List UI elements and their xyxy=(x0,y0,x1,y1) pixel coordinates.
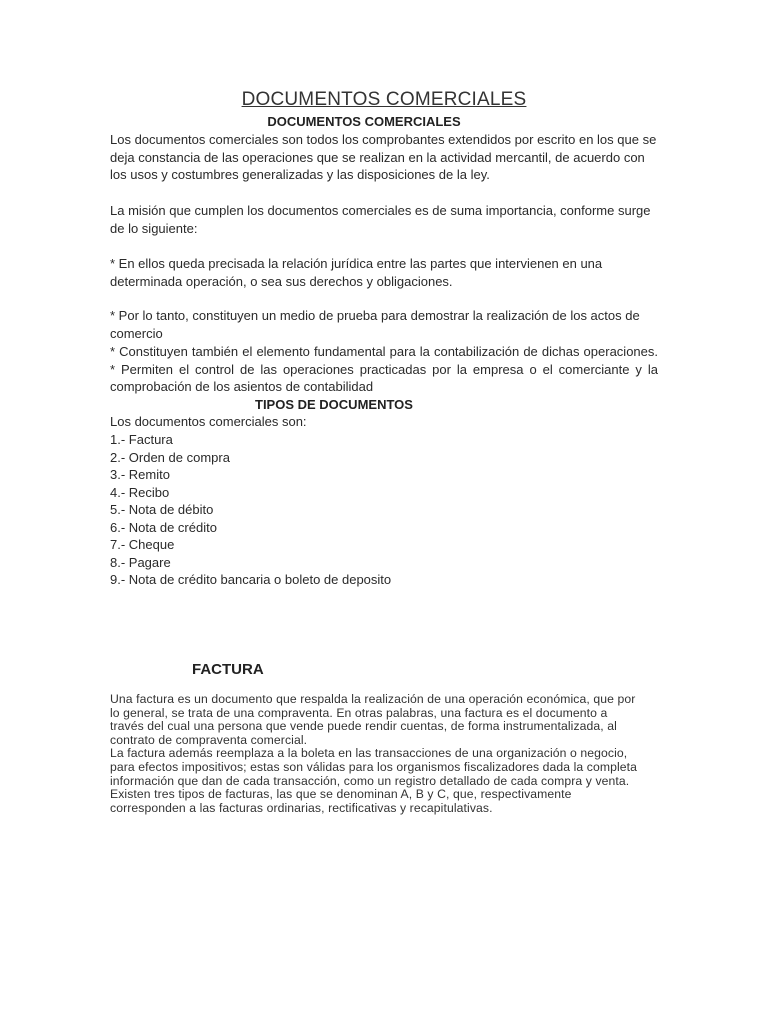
list-item: 8.- Pagare xyxy=(110,554,171,570)
types-list xyxy=(110,431,391,589)
list-item: 5.- Nota de débito xyxy=(110,502,214,517)
list-item: 1.- Factura xyxy=(110,432,173,447)
intro-paragraph: Los documentos comerciales son todos los comprobantes extendidos por escrito en los que se deja constancia de las operaciones que se realizan en la actividad mercantil, de acuerdo con los usos y costumbres generalizadas y las disposiciones de la ley. xyxy=(110,132,657,182)
factura-line: través del cual una persona que vende puede rendir cuentas, de forma instrumentalizada, al xyxy=(110,719,617,734)
point-3-paragraph: * Constituyen también el elemento fundamental para la contabilización de dichas operaciones. * Permiten el control de las operaciones practicadas por la empresa o el comerciante y la comprobación de los asientos de contabilidad xyxy=(110,344,658,394)
list-item: 2.- Orden de compra xyxy=(110,449,230,465)
factura-line: corresponden a las facturas ordinarias, rectificativas y recapitulativas. xyxy=(110,800,493,815)
factura-line: lo general, se trata de una compraventa. En otras palabras, una factura es el documento a xyxy=(110,705,608,720)
document-title: DOCUMENTOS COMERCIALES xyxy=(241,89,527,110)
factura-line: contrato de compraventa comercial. xyxy=(110,732,308,747)
factura-line: para efectos impositivos; estas son válidas para los organismos fiscalizadores dada la completa xyxy=(110,759,638,774)
factura-heading: FACTURA xyxy=(192,661,264,678)
factura-paragraph xyxy=(110,693,658,815)
list-item: 7.- Cheque xyxy=(110,537,175,552)
factura-line: Existen tres tipos de facturas, las que se denominan A, B y C, que, respectivamente xyxy=(110,787,572,802)
list-item: 9.- Nota de crédito bancaria o boleto de deposito xyxy=(110,572,392,587)
factura-line: Una factura es un documento que respalda la realización de una operación económica, que por xyxy=(110,692,636,706)
list-item: 3.- Remito xyxy=(110,467,170,482)
types-heading: TIPOS DE DOCUMENTOS xyxy=(255,397,413,412)
types-intro: Los documentos comerciales son: xyxy=(110,414,307,429)
document-subtitle: DOCUMENTOS COMERCIALES xyxy=(267,114,461,129)
point-2-paragraph: * Por lo tanto, constituyen un medio de prueba para demostrar la realización de los actos de comercio xyxy=(110,308,640,341)
list-item: 4.- Recibo xyxy=(110,484,170,500)
list-item: 6.- Nota de crédito xyxy=(110,519,217,535)
point-1-paragraph: * En ellos queda precisada la relación jurídica entre las partes que intervienen en una determinada operación, o sea sus derechos y obligaciones. xyxy=(110,256,603,289)
factura-line: información que dan de cada transacción, como un registro detallado de cada compra y venta. xyxy=(110,773,630,788)
mission-paragraph: La misión que cumplen los documentos comerciales es de suma importancia, conforme surge de lo siguiente: xyxy=(110,203,651,236)
factura-line: La factura además reemplaza a la boleta en las transacciones de una organización o negocio, xyxy=(110,746,628,761)
